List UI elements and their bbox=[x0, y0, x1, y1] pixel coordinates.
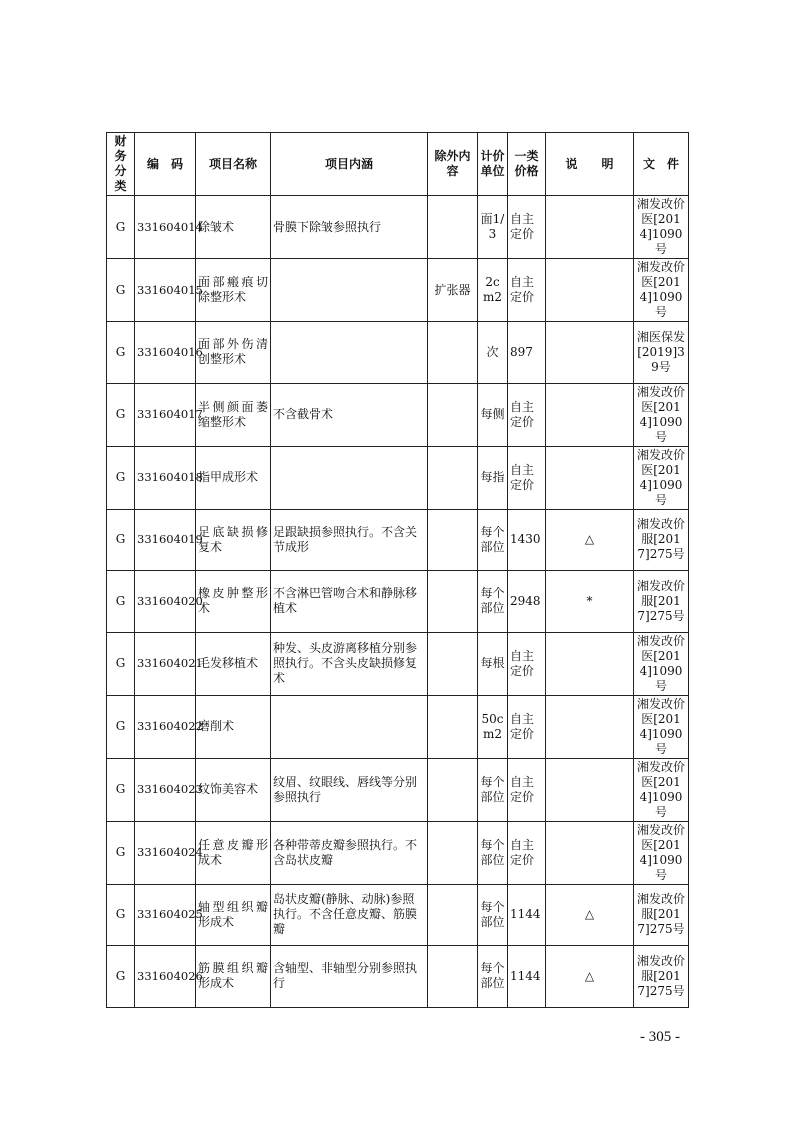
cell-category: G bbox=[107, 758, 135, 821]
page-number: - 305 - bbox=[640, 1029, 680, 1045]
cell-category: G bbox=[107, 383, 135, 446]
cell-content bbox=[271, 259, 428, 322]
cell-document: 湘发改价医[2014]1090号 bbox=[634, 695, 689, 758]
cell-content: 岛状皮瓣(静脉、动脉)参照执行。不含任意皮瓣、筋膜瓣 bbox=[271, 884, 428, 946]
header-document: 文 件 bbox=[634, 133, 689, 196]
cell-unit: 每个部位 bbox=[478, 571, 508, 633]
cell-unit: 每个部位 bbox=[478, 509, 508, 571]
table-row bbox=[107, 259, 689, 322]
header-code: 编 码 bbox=[135, 133, 196, 196]
cell-excluded bbox=[428, 196, 478, 259]
cell-content: 含轴型、非轴型分别参照执行 bbox=[271, 946, 428, 1008]
cell-excluded bbox=[428, 695, 478, 758]
cell-category: G bbox=[107, 946, 135, 1008]
table-row bbox=[107, 695, 689, 758]
cell-price: 自主定价 bbox=[508, 632, 546, 695]
cell-document: 湘发改价服[2017]275号 bbox=[634, 509, 689, 571]
cell-unit: 每根 bbox=[478, 632, 508, 695]
cell-name: 半侧颜面萎缩整形术 bbox=[196, 383, 271, 446]
cell-unit: 每个部位 bbox=[478, 946, 508, 1008]
cell-code: 331604016 bbox=[135, 322, 196, 384]
cell-category: G bbox=[107, 509, 135, 571]
cell-document: 湘医保发[2019]39号 bbox=[634, 322, 689, 384]
cell-excluded bbox=[428, 322, 478, 384]
table-row bbox=[107, 196, 689, 259]
cell-excluded: 扩张器 bbox=[428, 259, 478, 322]
cell-document: 湘发改价医[2014]1090号 bbox=[634, 758, 689, 821]
table-row bbox=[107, 446, 689, 509]
cell-note bbox=[546, 196, 634, 259]
cell-document: 湘发改价服[2017]275号 bbox=[634, 946, 689, 1008]
cell-unit: 每个部位 bbox=[478, 884, 508, 946]
cell-document: 湘发改价医[2014]1090号 bbox=[634, 632, 689, 695]
cell-note bbox=[546, 446, 634, 509]
cell-unit: 每侧 bbox=[478, 383, 508, 446]
cell-excluded bbox=[428, 946, 478, 1008]
cell-name: 指甲成形术 bbox=[196, 446, 271, 509]
cell-content bbox=[271, 695, 428, 758]
cell-name: 面部外伤清创整形术 bbox=[196, 322, 271, 384]
cell-name: 足底缺损修复术 bbox=[196, 509, 271, 571]
cell-price: 自主定价 bbox=[508, 758, 546, 821]
cell-note bbox=[546, 322, 634, 384]
cell-excluded bbox=[428, 632, 478, 695]
cell-price: 自主定价 bbox=[508, 821, 546, 884]
cell-code: 331604015 bbox=[135, 259, 196, 322]
cell-price: 1144 bbox=[508, 946, 546, 1008]
cell-note bbox=[546, 383, 634, 446]
cell-document: 湘发改价医[2014]1090号 bbox=[634, 383, 689, 446]
cell-category: G bbox=[107, 695, 135, 758]
cell-unit: 面1/3 bbox=[478, 196, 508, 259]
cell-excluded bbox=[428, 758, 478, 821]
cell-content: 不含截骨术 bbox=[271, 383, 428, 446]
cell-content bbox=[271, 446, 428, 509]
cell-note: △ bbox=[546, 946, 634, 1008]
cell-excluded bbox=[428, 571, 478, 633]
table-row bbox=[107, 509, 689, 571]
cell-content bbox=[271, 322, 428, 384]
header-row bbox=[107, 133, 689, 196]
cell-code: 331604024 bbox=[135, 821, 196, 884]
cell-name: 轴型组织瓣形成术 bbox=[196, 884, 271, 946]
cell-price: 自主定价 bbox=[508, 446, 546, 509]
cell-excluded bbox=[428, 509, 478, 571]
cell-category: G bbox=[107, 632, 135, 695]
cell-category: G bbox=[107, 821, 135, 884]
cell-category: G bbox=[107, 322, 135, 384]
header-content: 项目内涵 bbox=[271, 133, 428, 196]
table-row bbox=[107, 946, 689, 1008]
cell-unit: 次 bbox=[478, 322, 508, 384]
table-body bbox=[107, 196, 689, 1008]
cell-unit: 50cm2 bbox=[478, 695, 508, 758]
cell-unit: 每个部位 bbox=[478, 821, 508, 884]
cell-category: G bbox=[107, 259, 135, 322]
cell-code: 331604026 bbox=[135, 946, 196, 1008]
cell-code: 331604020 bbox=[135, 571, 196, 633]
cell-document: 湘发改价医[2014]1090号 bbox=[634, 821, 689, 884]
cell-note bbox=[546, 632, 634, 695]
cell-code: 331604023 bbox=[135, 758, 196, 821]
cell-name: 磨削术 bbox=[196, 695, 271, 758]
cell-name: 毛发移植术 bbox=[196, 632, 271, 695]
cell-note bbox=[546, 259, 634, 322]
pricing-table bbox=[106, 132, 689, 1008]
cell-document: 湘发改价医[2014]1090号 bbox=[634, 196, 689, 259]
table-row bbox=[107, 322, 689, 384]
cell-category: G bbox=[107, 196, 135, 259]
cell-note bbox=[546, 758, 634, 821]
header-note: 说 明 bbox=[546, 133, 634, 196]
cell-code: 331604017 bbox=[135, 383, 196, 446]
cell-document: 湘发改价服[2017]275号 bbox=[634, 884, 689, 946]
cell-document: 湘发改价医[2014]1090号 bbox=[634, 259, 689, 322]
cell-price: 1144 bbox=[508, 884, 546, 946]
cell-price: 自主定价 bbox=[508, 259, 546, 322]
cell-code: 331604022 bbox=[135, 695, 196, 758]
cell-excluded bbox=[428, 821, 478, 884]
cell-document: 湘发改价服[2017]275号 bbox=[634, 571, 689, 633]
header-unit: 计价单位 bbox=[478, 133, 508, 196]
cell-unit: 2cm2 bbox=[478, 259, 508, 322]
cell-price: 自主定价 bbox=[508, 196, 546, 259]
cell-code: 331604021 bbox=[135, 632, 196, 695]
cell-code: 331604018 bbox=[135, 446, 196, 509]
cell-document: 湘发改价医[2014]1090号 bbox=[634, 446, 689, 509]
cell-price: 自主定价 bbox=[508, 695, 546, 758]
cell-note: △ bbox=[546, 509, 634, 571]
header-category: 财务分类 bbox=[107, 133, 135, 196]
cell-excluded bbox=[428, 446, 478, 509]
cell-note bbox=[546, 695, 634, 758]
cell-content: 骨膜下除皱参照执行 bbox=[271, 196, 428, 259]
cell-code: 331604014 bbox=[135, 196, 196, 259]
cell-price: 自主定价 bbox=[508, 383, 546, 446]
cell-name: 橡皮肿整形术 bbox=[196, 571, 271, 633]
cell-content: 纹眉、纹眼线、唇线等分别参照执行 bbox=[271, 758, 428, 821]
cell-name: 任意皮瓣形成术 bbox=[196, 821, 271, 884]
cell-note: △ bbox=[546, 884, 634, 946]
cell-excluded bbox=[428, 884, 478, 946]
cell-content: 不含淋巴管吻合术和静脉移植术 bbox=[271, 571, 428, 633]
cell-price: 1430 bbox=[508, 509, 546, 571]
header-excluded: 除外内容 bbox=[428, 133, 478, 196]
header-name: 项目名称 bbox=[196, 133, 271, 196]
cell-category: G bbox=[107, 571, 135, 633]
cell-name: 面部瘢痕切除整形术 bbox=[196, 259, 271, 322]
cell-content: 种发、头皮游离移植分别参照执行。不含头皮缺损修复术 bbox=[271, 632, 428, 695]
cell-unit: 每指 bbox=[478, 446, 508, 509]
cell-category: G bbox=[107, 446, 135, 509]
table-row bbox=[107, 571, 689, 633]
cell-note bbox=[546, 821, 634, 884]
table-row bbox=[107, 758, 689, 821]
cell-name: 纹饰美容术 bbox=[196, 758, 271, 821]
table-row bbox=[107, 821, 689, 884]
cell-content: 各种带蒂皮瓣参照执行。不含岛状皮瓣 bbox=[271, 821, 428, 884]
cell-name: 筋膜组织瓣形成术 bbox=[196, 946, 271, 1008]
cell-price: 897 bbox=[508, 322, 546, 384]
cell-excluded bbox=[428, 383, 478, 446]
cell-code: 331604019 bbox=[135, 509, 196, 571]
cell-price: 2948 bbox=[508, 571, 546, 633]
table-row bbox=[107, 383, 689, 446]
cell-unit: 每个部位 bbox=[478, 758, 508, 821]
cell-category: G bbox=[107, 884, 135, 946]
cell-content: 足跟缺损参照执行。不含关节成形 bbox=[271, 509, 428, 571]
table-row bbox=[107, 884, 689, 946]
cell-note: * bbox=[546, 571, 634, 633]
header-price: 一类价格 bbox=[508, 133, 546, 196]
table-row bbox=[107, 632, 689, 695]
cell-name: 除皱术 bbox=[196, 196, 271, 259]
cell-code: 331604025 bbox=[135, 884, 196, 946]
